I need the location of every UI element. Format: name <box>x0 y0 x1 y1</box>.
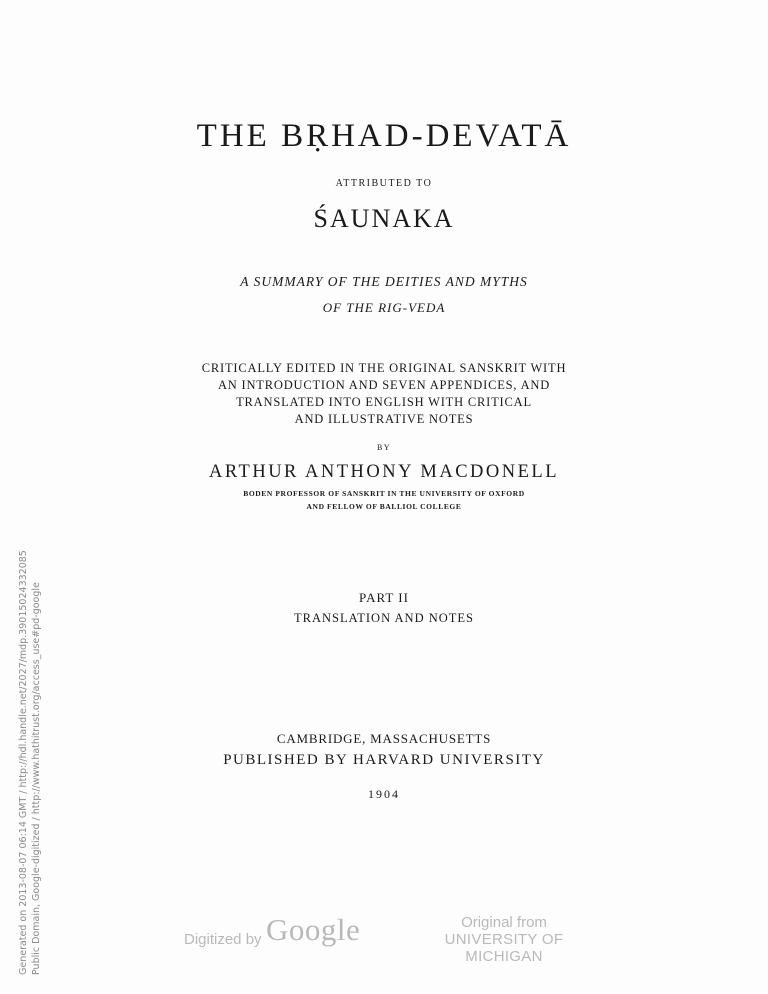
editor-name: ARTHUR ANTHONY MACDONELL <box>208 462 560 482</box>
edition-note-line: AND ILLUSTRATIVE NOTES <box>294 412 474 426</box>
book-title: THE BṚHAD-DEVATĀ <box>196 118 572 154</box>
by-label: BY <box>376 443 392 452</box>
part-subtitle: TRANSLATION AND NOTES <box>293 611 475 625</box>
subtitle-line-1: A SUMMARY OF THE DEITIES AND MYTHS <box>240 274 528 289</box>
digitized-by-google-stamp <box>184 912 360 952</box>
publisher: PUBLISHED BY HARVARD UNIVERSITY <box>223 752 545 768</box>
digitized-by-label: Digitized by <box>184 931 262 948</box>
publication-place: CAMBRIDGE, MASSACHUSETTS <box>276 731 492 746</box>
google-logo: Google <box>266 912 361 947</box>
editor-affiliation-line-2: AND FELLOW OF BALLIOL COLLEGE <box>306 502 462 511</box>
edition-note-line: AN INTRODUCTION AND SEVEN APPENDICES, AND <box>217 378 551 392</box>
generated-note: Generated on 2013-08-07 06:14 GMT / http://hdl.handle.net/2027/mdp.39015024332085 <box>18 550 29 975</box>
university-label: UNIVERSITY OF MICHIGAN <box>444 931 564 965</box>
edition-note-line: CRITICALLY EDITED IN THE ORIGINAL SANSKRIT WITH <box>201 361 567 375</box>
access-watermark <box>4 550 42 975</box>
attributed-to-label: ATTRIBUTED TO <box>335 178 433 189</box>
attributed-author: ŚAUNAKA <box>313 204 455 233</box>
public-domain-note: Public Domain, Google-digitized / http://www.hathitrust.org/access_use#pd-google <box>31 582 42 975</box>
editor-affiliation-line-1: BODEN PROFESSOR OF SANSKRIT IN THE UNIVERSITY OF OXFORD <box>243 489 525 498</box>
edition-note-line: TRANSLATED INTO ENGLISH WITH CRITICAL <box>236 395 532 409</box>
original-from-label: Original from <box>461 914 547 931</box>
part-label: PART II <box>359 590 409 605</box>
original-source-stamp <box>425 914 583 965</box>
subtitle-line-2: OF THE RIG-VEDA <box>322 300 446 315</box>
publication-year: 1904 <box>368 787 400 801</box>
